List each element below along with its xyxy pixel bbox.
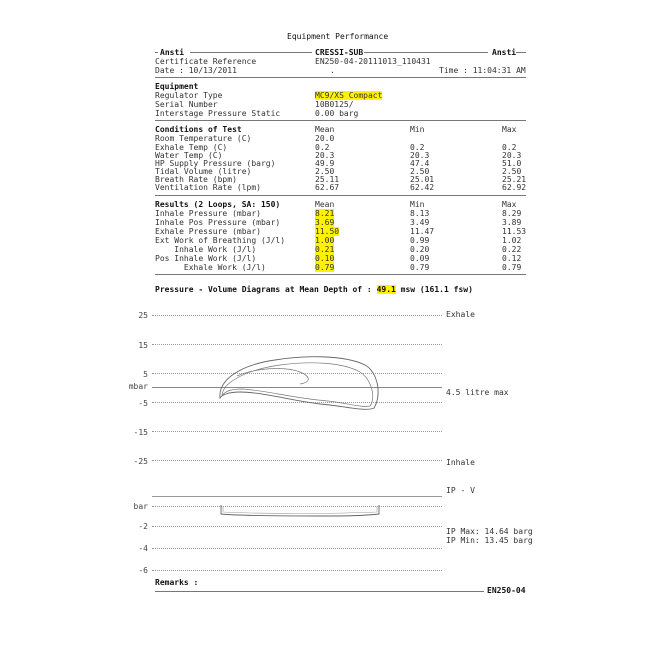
ip-title: IP - V bbox=[446, 486, 475, 495]
results-label: Inhale Pressure (mbar) bbox=[155, 209, 261, 218]
pv-y-tick: -15 bbox=[133, 428, 148, 437]
conditions-label: HP Supply Pressure (barg) bbox=[155, 159, 276, 168]
results-max: 8.29 bbox=[502, 209, 522, 218]
conditions-heading: Conditions of Test bbox=[155, 125, 242, 134]
results-mean: 0.21 bbox=[315, 245, 335, 254]
conditions-mean: 49.9 bbox=[315, 159, 335, 168]
ip-max: IP Max: 14.64 barg bbox=[446, 527, 533, 536]
equipment-label-0: Regulator Type bbox=[155, 91, 223, 100]
conditions-mean: 25.11 bbox=[315, 175, 340, 184]
conditions-label: Water Temp (C) bbox=[155, 151, 223, 160]
results-label: Inhale Pos Pressure (mbar) bbox=[155, 218, 281, 227]
conditions-label: Room Temperature (C) bbox=[155, 134, 252, 143]
certificate-label: Certificate Reference bbox=[155, 57, 257, 66]
report-title: Equipment Performance bbox=[287, 32, 389, 41]
conditions-mean: 2.50 bbox=[315, 167, 335, 176]
conditions-label: Breath Rate (bpm) bbox=[155, 175, 237, 184]
results-max: 0.12 bbox=[502, 254, 522, 263]
pv-y-tick: -25 bbox=[133, 457, 148, 466]
conditions-label: Exhale Temp (C) bbox=[155, 143, 228, 152]
results-heading: Results (2 Loops, SA: 150) bbox=[155, 200, 281, 209]
ip-trace-line-2 bbox=[223, 506, 377, 514]
conditions-min: 2.50 bbox=[410, 167, 430, 176]
conditions-mean: 20.0 bbox=[315, 134, 335, 143]
diagram-heading-suffix: msw (161.1 fsw) bbox=[395, 285, 473, 294]
results-min: 11.47 bbox=[410, 227, 435, 236]
conditions-mean: 20.3 bbox=[315, 151, 335, 160]
conditions-max: 51.0 bbox=[502, 159, 522, 168]
conditions-col-mean: Mean bbox=[315, 125, 335, 134]
results-mean: 1.00 bbox=[315, 236, 335, 245]
results-max: 3.89 bbox=[502, 218, 522, 227]
ip-y-unit: bar bbox=[133, 502, 148, 511]
conditions-col-max: Max bbox=[502, 125, 517, 134]
conditions-max: 0.2 bbox=[502, 143, 517, 152]
results-min: 0.09 bbox=[410, 254, 430, 263]
results-mean: 0.79 bbox=[315, 263, 335, 272]
results-max: 1.02 bbox=[502, 236, 522, 245]
left-brand: Ansti bbox=[160, 48, 185, 57]
results-max: 0.79 bbox=[502, 263, 522, 272]
conditions-max: 20.3 bbox=[502, 151, 522, 160]
conditions-max: 25.21 bbox=[502, 175, 527, 184]
right-brand: Ansti bbox=[492, 48, 517, 57]
results-mean: 8.21 bbox=[315, 209, 335, 218]
footer-code: EN250-04 bbox=[487, 586, 526, 595]
conditions-mean: 62.67 bbox=[315, 183, 340, 192]
equipment-heading: Equipment bbox=[155, 82, 199, 91]
time-label: Time : 11:04:31 AM bbox=[439, 66, 526, 75]
pv-y-unit: mbar bbox=[128, 382, 148, 391]
pv-y-tick: -5 bbox=[138, 399, 148, 408]
results-label: Inhale Work (J/l) bbox=[155, 245, 257, 254]
results-col-min: Min bbox=[410, 200, 425, 209]
results-col-max: Max bbox=[502, 200, 517, 209]
results-mean: 0.10 bbox=[315, 254, 335, 263]
ip-y-tick: -6 bbox=[138, 566, 148, 575]
ip-min: IP Min: 13.45 barg bbox=[446, 536, 533, 545]
mean-depth-value: 49.1 bbox=[376, 285, 396, 294]
equipment-value-2: 0.00 barg bbox=[315, 109, 359, 118]
conditions-label: Ventilation Rate (lpm) bbox=[155, 183, 261, 192]
conditions-label: Tidal Volume (litre) bbox=[155, 167, 252, 176]
results-label: Exhale Work (J/l) bbox=[155, 263, 266, 272]
pv-label-inhale: Inhale bbox=[446, 458, 475, 467]
results-col-mean: Mean bbox=[315, 200, 335, 209]
results-min: 0.79 bbox=[410, 263, 430, 272]
results-min: 0.99 bbox=[410, 236, 430, 245]
pv-label-exhale: Exhale bbox=[446, 310, 475, 319]
results-max: 0.22 bbox=[502, 245, 522, 254]
remarks-label: Remarks : bbox=[155, 578, 199, 587]
model-name: CRESSI-SUB bbox=[315, 48, 364, 57]
conditions-min: 20.3 bbox=[410, 151, 430, 160]
pv-label-volume: 4.5 litre max bbox=[446, 388, 509, 397]
results-max: 11.53 bbox=[502, 227, 527, 236]
ip-trace-line bbox=[221, 505, 379, 516]
pv-y-tick: 15 bbox=[138, 341, 148, 350]
equipment-value-1: 10B0125/ bbox=[315, 100, 354, 109]
results-min: 8.13 bbox=[410, 209, 430, 218]
conditions-max: 2.50 bbox=[502, 167, 522, 176]
equipment-label-2: Interstage Pressure Static bbox=[155, 109, 281, 118]
conditions-min: 62.42 bbox=[410, 183, 435, 192]
results-label: Exhale Pressure (mbar) bbox=[155, 227, 261, 236]
conditions-min: 0.2 bbox=[410, 143, 425, 152]
ip-y-tick: -2 bbox=[138, 522, 148, 531]
conditions-max: 62.92 bbox=[502, 183, 527, 192]
footer-rule bbox=[155, 591, 484, 592]
pv-y-tick: 25 bbox=[138, 311, 148, 320]
date-label: Date : 10/13/2011 bbox=[155, 66, 237, 75]
diagram-heading-prefix: Pressure - Volume Diagrams at Mean Depth of : bbox=[155, 285, 377, 294]
results-min: 3.49 bbox=[410, 218, 430, 227]
results-mean: 3.69 bbox=[315, 218, 335, 227]
conditions-min: 25.01 bbox=[410, 175, 435, 184]
results-label: Pos Inhale Work (J/l) bbox=[155, 254, 257, 263]
conditions-min: 47.4 bbox=[410, 159, 430, 168]
ip-y-tick: -4 bbox=[138, 544, 148, 553]
results-label: Ext Work of Breathing (J/l) bbox=[155, 236, 286, 245]
conditions-mean: 0.2 bbox=[315, 143, 330, 152]
pv-y-tick: 5 bbox=[143, 370, 148, 379]
results-min: 0.20 bbox=[410, 245, 430, 254]
equipment-value-0: MC9/XS Compact bbox=[315, 91, 383, 100]
header-dash: . bbox=[330, 66, 335, 75]
conditions-col-min: Min bbox=[410, 125, 425, 134]
results-mean: 11.50 bbox=[315, 227, 340, 236]
equipment-label-1: Serial Number bbox=[155, 100, 218, 109]
certificate-value: EN250-04-20111013_110431 bbox=[315, 57, 431, 66]
